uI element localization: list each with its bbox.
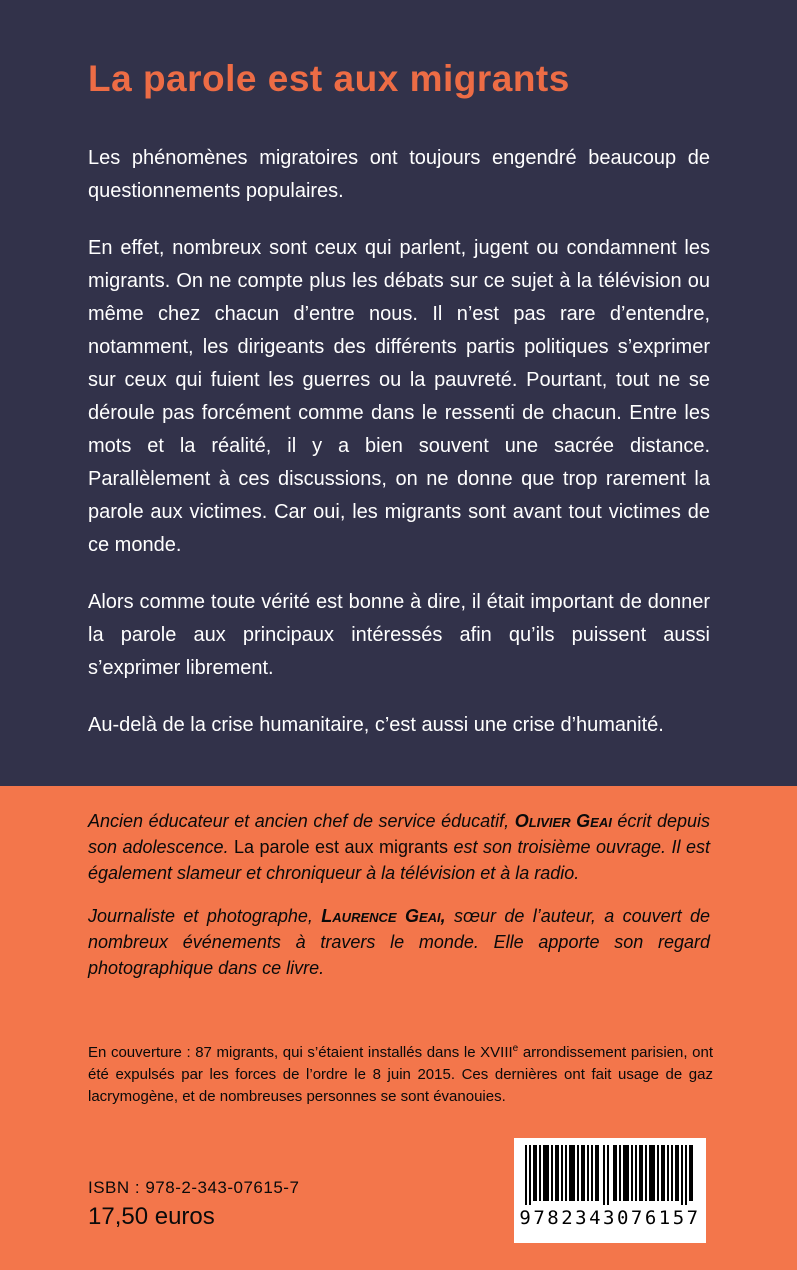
barcode-number: 9782343076157	[519, 1207, 701, 1229]
synopsis-paragraph: Alors comme toute vérité est bonne à dire, il était important de donner la parole aux principaux intéressés afin qu’ils puissent aussi s’exprimer librement.	[88, 591, 710, 679]
caption-superscript: e	[512, 1043, 519, 1054]
price-text: 17,50 euros	[88, 1203, 215, 1230]
photographer-bio	[88, 903, 710, 981]
author-bio	[88, 808, 710, 886]
isbn-text: ISBN : 978-2-343-07615-7	[88, 1178, 300, 1197]
cover-photo-caption	[88, 1042, 713, 1108]
author-bios	[88, 808, 710, 998]
bio-text: sœur de l’auteur, a couvert de nombreux événements à travers le monde. Elle apporte son regard photographique dans ce livre.	[88, 906, 711, 978]
synopsis	[88, 142, 710, 766]
barcode	[514, 1138, 706, 1243]
synopsis-paragraph: Au-delà de la crise humanitaire, c’est aussi une crise d’humanité.	[88, 714, 664, 736]
bio-text: Journaliste et photographe,	[88, 906, 322, 926]
photographer-name: Laurence Geai,	[321, 906, 446, 926]
caption-text: arrondissement parisien, ont été expulsés par les forces de l’ordre le 8 juin 2015. Ces dernières ont fait usage de gaz lacrymogène, et de nombreuses personnes se sont évanouies.	[88, 1044, 713, 1105]
bio-text: écrit depuis son adolescence.	[88, 811, 710, 857]
book-title: La parole est aux migrants	[88, 58, 570, 99]
barcode-bars-icon	[525, 1145, 695, 1205]
synopsis-paragraph: En effet, nombreux sont ceux qui parlent, jugent ou condamnent les migrants. On ne compte plus les débats sur ce sujet à la télévision ou même chez chacun d’entre nous. Il n’est pas rare d’entendre, notamment, les dirigeants des différents partis politiques s’exprimer sur ceux qui fuient les guerres ou la pauvreté. Pourtant, tout ne se déroule pas forcément comme dans le ressenti de chacun. Entre les mots et la réalité, il y a bien souvent une sacrée distance. Parallèlement à ces discussions, on ne donne que trop rarement la parole aux victimes. Car oui, les migrants sont avant tout victimes de ce monde.	[88, 237, 710, 556]
bio-text: est son troisième ouvrage. Il est également slameur et chroniqueur à la télévision et à la radio.	[88, 837, 710, 883]
book-title-reference: La parole est aux migrants	[234, 837, 449, 857]
author-name: Olivier Geai	[514, 811, 612, 831]
caption-text: En couverture : 87 migrants, qui s’étaient installés dans le XVIII	[88, 1044, 513, 1061]
synopsis-paragraph: Les phénomènes migratoires ont toujours engendré beaucoup de questionnements populaires.	[88, 147, 710, 202]
bio-text: Ancien éducateur et ancien chef de service éducatif,	[88, 811, 515, 831]
